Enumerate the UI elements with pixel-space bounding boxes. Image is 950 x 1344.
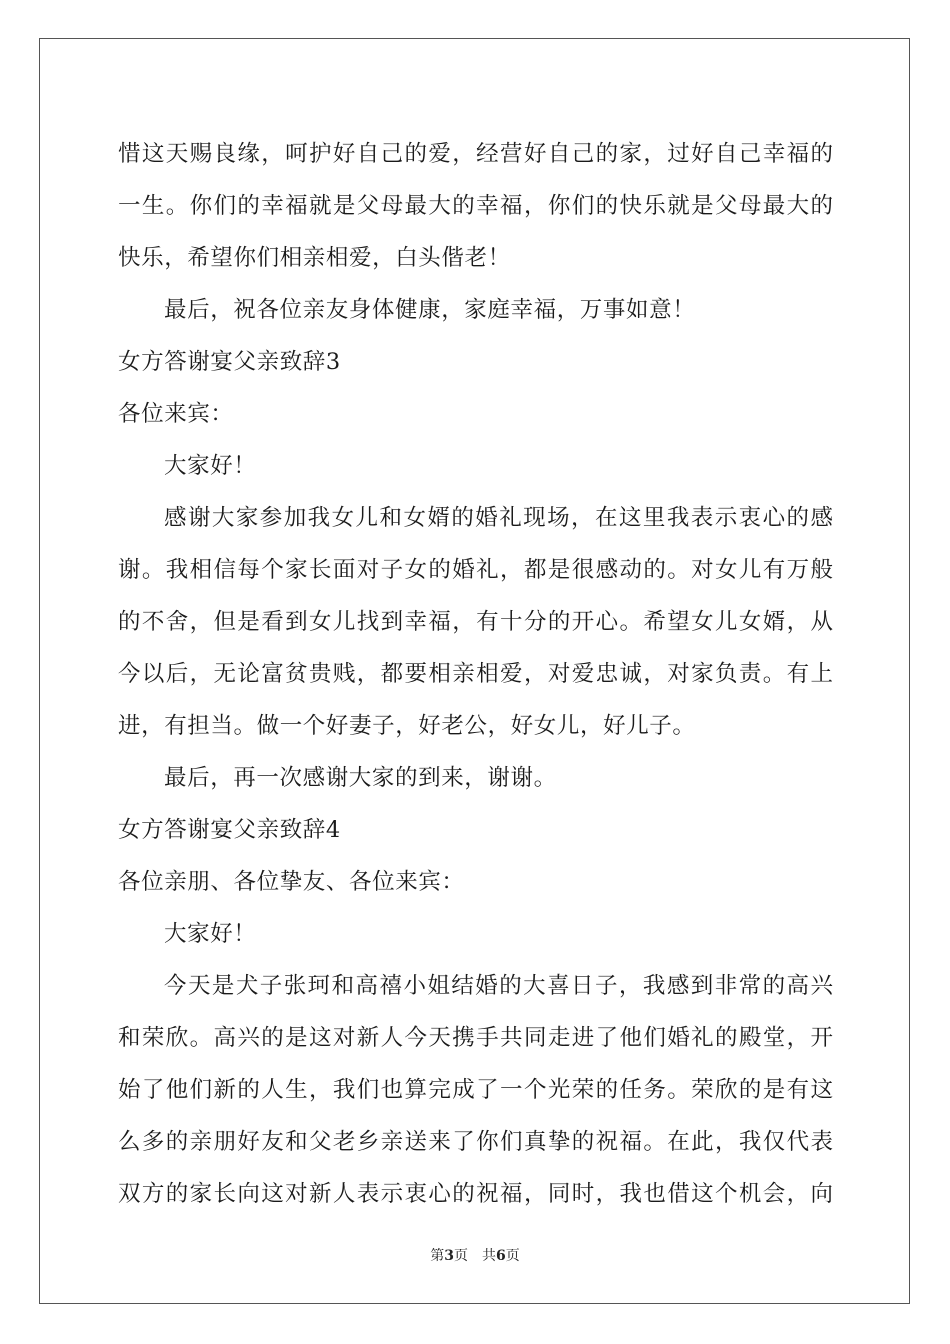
paragraph-line: 和荣欣。高兴的是这对新人今天携手共同走进了他们婚礼的殿堂，开 [118, 1025, 833, 1051]
greeting: 大家好！ [164, 453, 257, 479]
total-pages: 6 [496, 1248, 506, 1264]
document-body [118, 128, 833, 1220]
paragraph-line: 今天是犬子张珂和高禧小姐结婚的大喜日子，我感到非常的高兴 [164, 973, 833, 999]
page-suffix: 页 [454, 1248, 468, 1264]
paragraph-line: 最后，再一次感谢大家的到来，谢谢。 [164, 765, 557, 791]
paragraph-line: 双方的家长向这对新人表示衷心的祝福，同时，我也借这个机会，向 [118, 1181, 833, 1207]
greeting: 大家好！ [164, 921, 257, 947]
paragraph-line: 一生。你们的幸福就是父母最大的幸福，你们的快乐就是父母最大的 [118, 193, 833, 219]
paragraph-line: 最后，祝各位亲友身体健康，家庭幸福，万事如意！ [164, 297, 696, 323]
paragraph-line: 进，有担当。做一个好妻子，好老公，好女儿，好儿子。 [118, 713, 696, 739]
paragraph-line: 谢。我相信每个家长面对子女的婚礼，都是很感动的。对女儿有万般 [118, 557, 833, 583]
section-heading: 女方答谢宴父亲致辞3 [118, 349, 341, 375]
paragraph-line: 今以后，无论富贫贵贱，都要相亲相爱，对爱忠诚，对家负责。有上 [118, 661, 833, 687]
page-footer [0, 1246, 950, 1266]
page-prefix: 第 [430, 1248, 445, 1264]
paragraph-line: 快乐，希望你们相亲相爱，白头偕老！ [118, 245, 511, 271]
paragraph-line: 始了他们新的人生，我们也算完成了一个光荣的任务。荣欣的是有这 [118, 1077, 833, 1103]
salutation: 各位来宾： [118, 401, 234, 427]
total-prefix: 共 [482, 1248, 496, 1264]
salutation: 各位亲朋、各位挚友、各位来宾： [118, 869, 465, 895]
section-heading: 女方答谢宴父亲致辞4 [118, 817, 341, 843]
paragraph-line: 惜这天赐良缘，呵护好自己的爱，经营好自己的家，过好自己幸福的 [118, 141, 833, 167]
page-number: 3 [444, 1248, 454, 1264]
paragraph-line: 感谢大家参加我女儿和女婿的婚礼现场，在这里我表示衷心的感 [164, 505, 833, 531]
paragraph-line: 的不舍，但是看到女儿找到幸福，有十分的开心。希望女儿女婿，从 [118, 609, 833, 635]
paragraph-line: 么多的亲朋好友和父老乡亲送来了你们真挚的祝福。在此，我仅代表 [118, 1129, 833, 1155]
total-suffix: 页 [505, 1248, 520, 1264]
